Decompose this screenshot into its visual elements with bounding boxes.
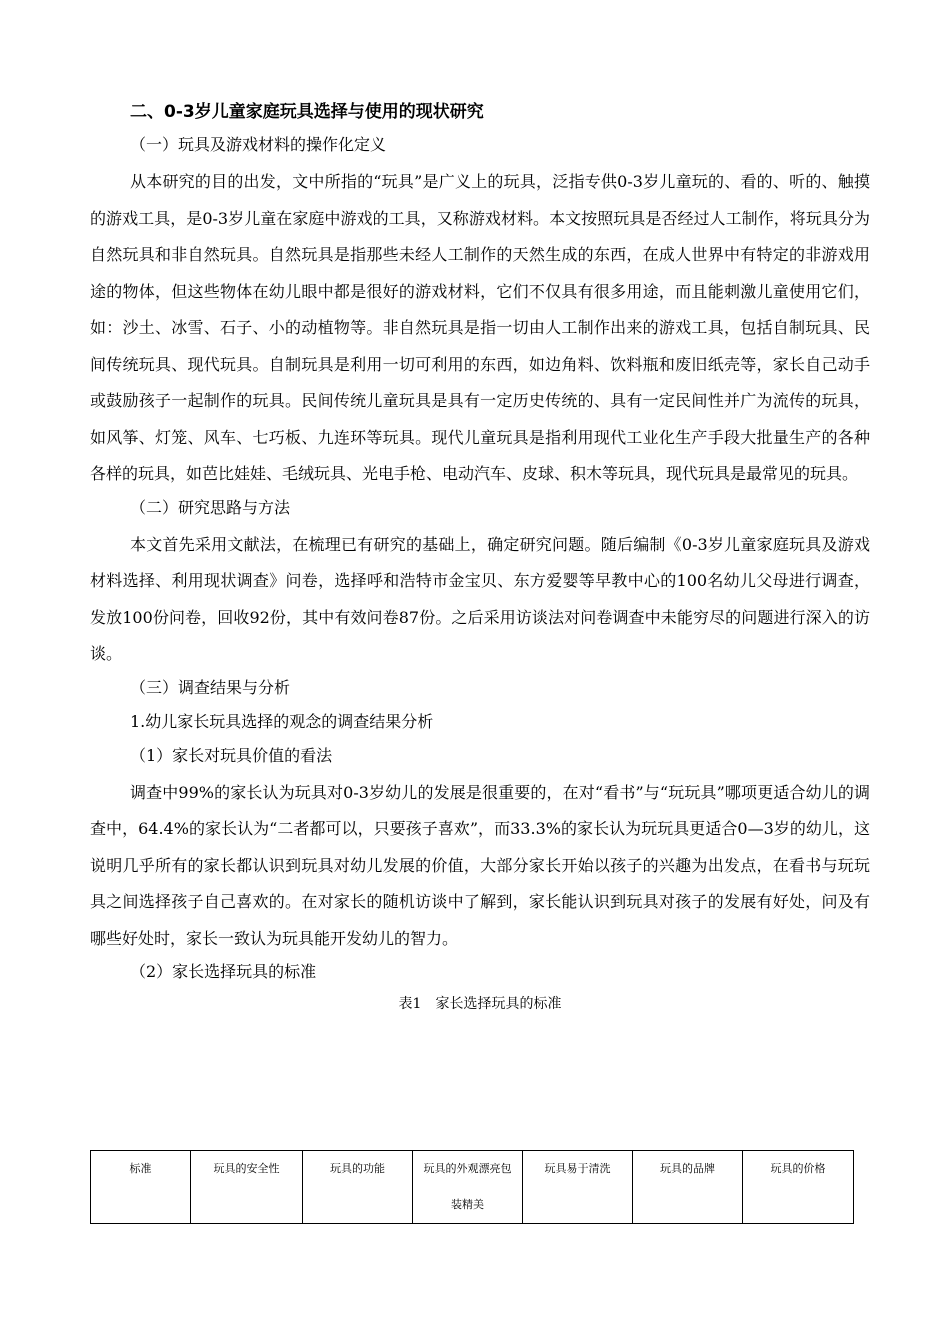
table-header-cell: 玩具的安全性 xyxy=(191,1151,303,1224)
table-header-cell: 玩具易于清洗 xyxy=(523,1151,633,1224)
document-body xyxy=(90,98,870,1025)
table-header-cell: 玩具的品牌 xyxy=(633,1151,743,1224)
subsection-title-method: （二）研究思路与方法 xyxy=(130,497,291,517)
section-title: 二、0-3岁儿童家庭玩具选择与使用的现状研究 xyxy=(130,102,484,122)
item-title-selection-criteria: （2）家长选择玩具的标准 xyxy=(130,962,317,981)
item-title-parent-concept: 1.幼儿家长玩具选择的观念的调查结果分析 xyxy=(130,711,434,731)
subsection-title-results: （三）调查结果与分析 xyxy=(130,677,291,697)
paragraph-method: 本文首先采用文献法，在梳理已有研究的基础上，确定研究问题。随后编制《0-3岁儿童家庭玩具及游戏材料选择、利用现状调查》问卷，选择呼和浩特市金宝贝、东方爱婴等早教中心的100名幼儿父母进行调查，发放100份问卷，回收92份，其中有效问卷87份。之后采用访谈法对问卷调查中未能穷尽的问题进行深入的访谈。 xyxy=(90,534,870,663)
table-row xyxy=(91,1151,854,1224)
table-header-cell: 玩具的功能 xyxy=(303,1151,413,1224)
table-header-cell: 标准 xyxy=(91,1151,191,1224)
subsection-title-definition: （一）玩具及游戏材料的操作化定义 xyxy=(130,135,387,154)
criteria-table xyxy=(90,1150,854,1224)
table-header-cell: 玩具的外观漂亮包装精美 xyxy=(413,1151,523,1224)
table-caption: 表1 家长选择玩具的标准 xyxy=(398,996,562,1012)
table-header-cell: 玩具的价格 xyxy=(743,1151,854,1224)
item-title-toy-value: （1）家长对玩具价值的看法 xyxy=(130,745,333,765)
paragraph-definition: 从本研究的目的出发，文中所指的“玩具”是广义上的玩具，泛指专供0-3岁儿童玩的、看的、听的、触摸的游戏工具，是0-3岁儿童在家庭中游戏的工具，又称游戏材料。本文按照玩具是否经过人工制作，将玩具分为自然玩具和非自然玩具。自然玩具是指那些未经人工制作的天然生成的东西，在成人世界中有特定的非游戏用途的物体，但这些物体在幼儿眼中都是很好的游戏材料，它们不仅具有很多用途，而且能刺激儿童使用它们，如：沙土、冰雪、石子、小的动植物等。非自然玩具是指一切由人工制作出来的游戏工具，包括自制玩具、民间传统玩具、现代玩具。自制玩具是利用一切可利用的东西，如边角料、饮料瓶和废旧纸壳等，家长自己动手或鼓励孩子一起制作的玩具。民间传统儿童玩具是具有一定历史传统的、具有一定民间性并广为流传的玩具，如风筝、灯笼、风车、七巧板、九连环等玩具。现代儿童玩具是指利用现代工业化生产手段大批量生产的各种各样的玩具，如芭比娃娃、毛绒玩具、光电手枪、电动汽车、皮球、积木等玩具，现代玩具是最常见的玩具。 xyxy=(90,172,870,483)
paragraph-toy-value: 调查中99%的家长认为玩具对0-3岁幼儿的发展是很重要的，在对“看书”与“玩玩具”哪项更适合幼儿的调查中，64.4%的家长认为“二者都可以，只要孩子喜欢”，而33.3%的家长认为玩玩具更适合0—3岁的幼儿，这说明几乎所有的家长都认识到玩具对幼儿发展的价值，大部分家长开始以孩子的兴趣为出发点，在看书与玩玩具之间选择孩子自己喜欢的。在对家长的随机访谈中了解到，家长能认识到玩具对孩子的发展有好处，问及有哪些好处时，家长一致认为玩具能开发幼儿的智力。 xyxy=(90,782,870,948)
